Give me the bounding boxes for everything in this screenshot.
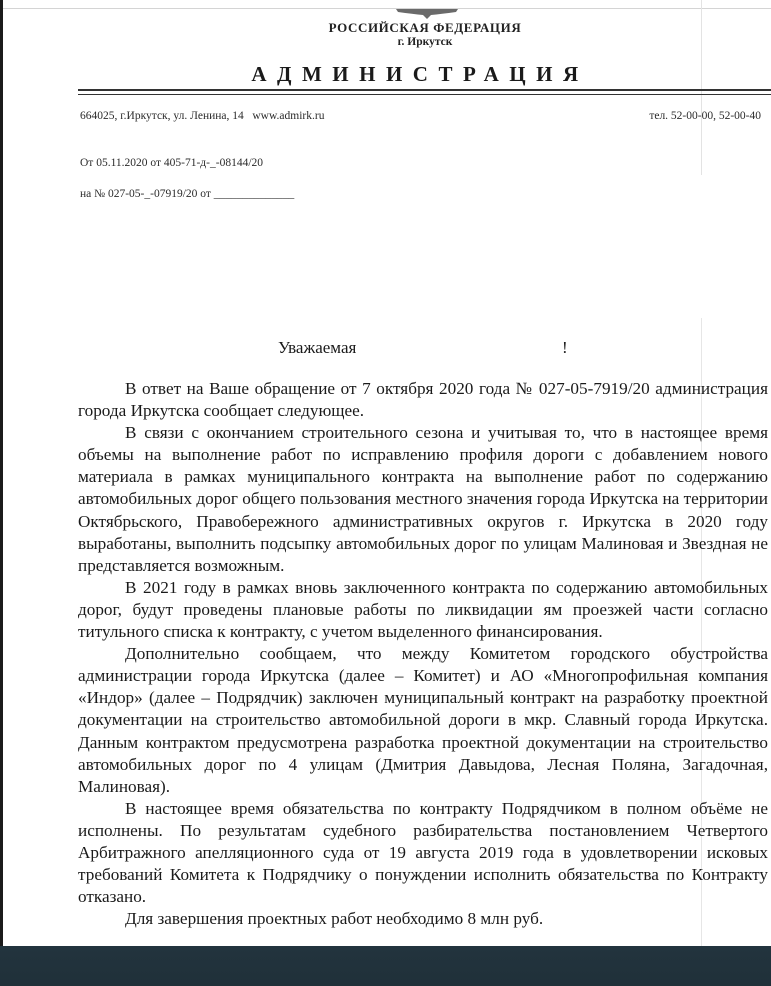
body-paragraph: Дополнительно сообщаем, что между Комитетом городского обустройства администрации города Иркутска (далее – Комитет) и АО «Многопрофильная компания «Индор» (далее – Подрядчик) заключен муниципальный контракт на разработку проектной документации на строительство автомобильной дороги в мкр. Славный города Иркутска. Данным контрактом предусмотрена разработка проектной документации на строительство автомобильных дорог по 4 улицам (Дмитрия Давыдова, Лесная Поляна, Загадочная, Малиновая). [78, 644, 768, 796]
letterhead-city: г. Иркутск [397, 36, 453, 48]
page-top-edge [3, 8, 771, 9]
body-paragraph: В настоящее время обязательства по контракту Подрядчиком в полном объёме не исполнены. По результатам судебного разбирательства постановлением Четвертого Арбитражного апелляционного суда от 19 августа 2019 года в удовлетворении исковых требований Комитета к Подрядчику о понуждении исполнить обязательства по Контракту отказано. [78, 798, 768, 907]
letterhead-country: РОССИЙСКАЯ ФЕДЕРАЦИЯ [328, 20, 522, 35]
viewer-left-edge [0, 0, 3, 946]
body-paragraph: В связи с окончанием строительного сезона и учитывая то, что в настоящее время объемы на выполнение работ по исправлению профиля дороги с добавлением нового материала в рамках муниципального контракта на выполнение работ по содержанию автомобильных дорог общего пользования местного значения города Иркутска на территории Октябрьского, Правобережного административных округов г. Иркутска в 2020 году выработаны, выполнить подсыпку автомобильных дорог по улицам Малиновая и Звездная не представляется возможным. [78, 423, 768, 575]
outgoing-reference: От 05.11.2020 от 405-71-д-_-08144/20 [80, 157, 264, 169]
coat-of-arms-icon [396, 6, 458, 16]
letter-body [78, 378, 768, 930]
salutation-greeting: Уважаемая [278, 338, 357, 357]
viewer-background [0, 946, 771, 986]
incoming-reference: на № 027-05-_-07919/20 от ______________ [80, 188, 295, 200]
salutation-exclamation: ! [562, 338, 568, 357]
letterhead-organization: АДМИНИСТРАЦИЯ [251, 62, 589, 86]
body-paragraph: В ответ на Ваше обращение от 7 октября 2020 года № 027-05-7919/20 администрация города Иркутска сообщает следующее. [78, 379, 768, 421]
body-paragraph: Для завершения проектных работ необходимо 8 млн руб. [125, 909, 544, 929]
body-paragraph: В 2021 году в рамках вновь заключенного контракта по содержанию автомобильных дорог, будут проведены плановые работы по ликвидации ям проезжей части согласно титульного списка к контракту, с учетом выделенного финансирования. [78, 577, 768, 642]
letterhead-phones: тел. 52-00-00, 52-00-40 [649, 110, 761, 122]
letterhead-address: 664025, г.Иркутск, ул. Ленина, 14 www.admirk.ru [80, 110, 325, 122]
letterhead-divider [78, 89, 771, 95]
